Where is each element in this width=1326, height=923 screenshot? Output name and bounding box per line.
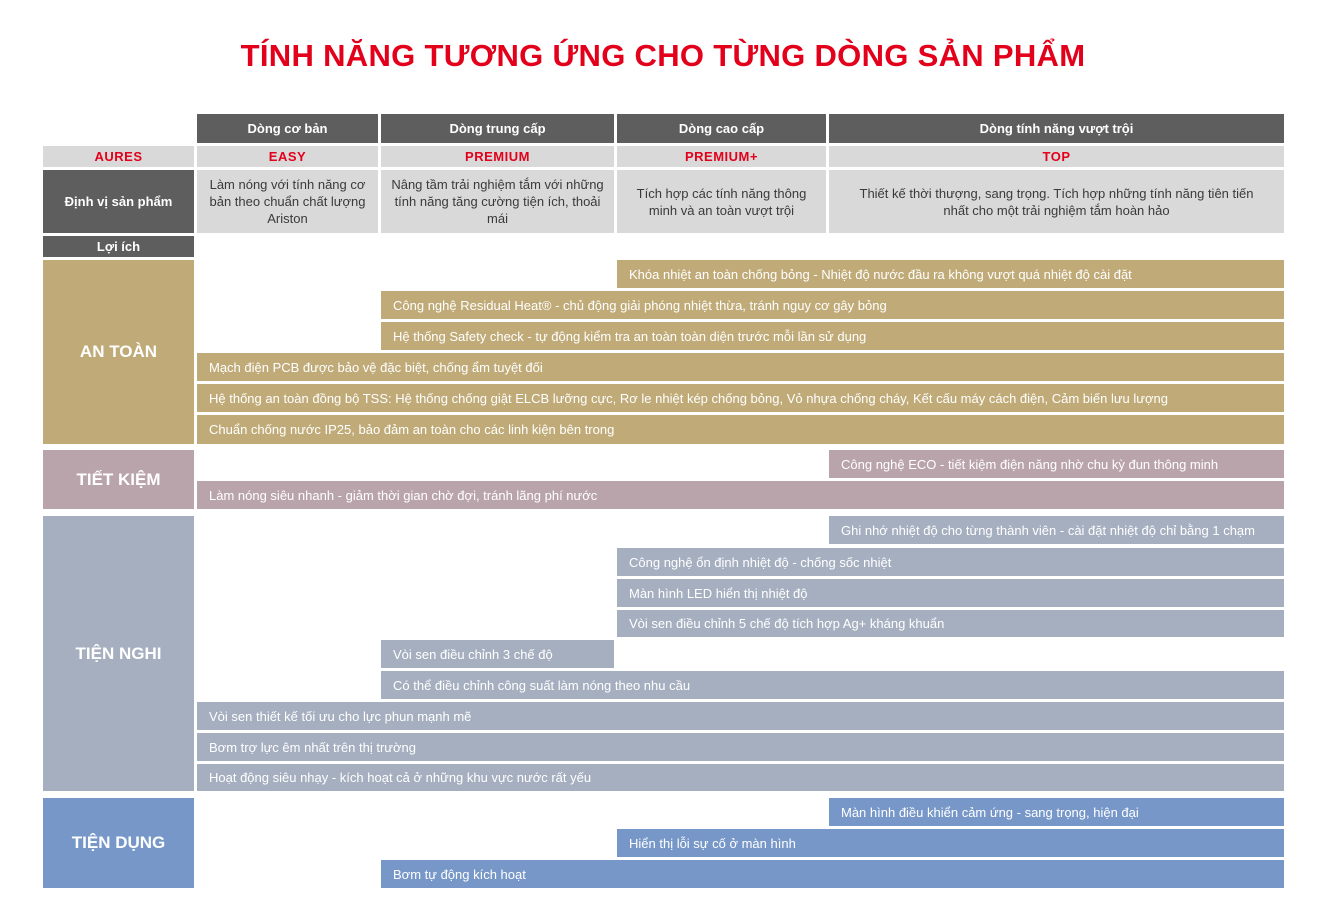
brand-label: AURES [43,146,194,167]
positioning-top: Thiết kế thời thượng, sang trọng. Tích hợp những tính năng tiên tiến nhất cho một trải nghiệm tắm hoàn hảo [829,170,1284,233]
category-comfort: TIỆN NGHI [43,516,194,791]
feature-bar: Hoạt động siêu nhạy - kích hoạt cả ở những khu vực nước rất yếu [197,764,1284,791]
positioning-easy: Làm nóng với tính năng cơ bản theo chuẩn chất lượng Ariston [197,170,378,233]
feature-bar: Làm nóng siêu nhanh - giảm thời gian chờ đợi, tránh lãng phí nước [197,481,1284,509]
feature-bar: Có thể điều chỉnh công suất làm nóng theo nhu cầu [381,671,1284,699]
feature-bar: Hệ thống Safety check - tự động kiểm tra an toàn toàn diện trước mỗi lần sử dụng [381,322,1284,350]
model-easy: EASY [197,146,378,167]
feature-bar: Vòi sen điều chỉnh 3 chế độ [381,640,614,668]
feature-bar: Ghi nhớ nhiệt độ cho từng thành viên - cài đặt nhiệt độ chỉ bằng 1 chạm [829,516,1284,544]
category-saving: TIẾT KIỆM [43,450,194,509]
model-top: TOP [829,146,1284,167]
feature-bar: Bơm trợ lực êm nhất trên thị trường [197,733,1284,761]
page-title: TÍNH NĂNG TƯƠNG ỨNG CHO TỪNG DÒNG SẢN PHẨM [240,38,1086,73]
feature-bar: Vòi sen điều chỉnh 5 chế độ tích hợp Ag+ kháng khuẩn [617,610,1284,637]
model-premium: PREMIUM [381,146,614,167]
feature-bar: Vòi sen thiết kế tối ưu cho lực phun mạnh mẽ [197,702,1284,730]
feature-bar: Bơm tự động kích hoạt [381,860,1284,888]
category-safety: AN TOÀN [43,260,194,444]
tier-header-high: Dòng cao cấp [617,114,826,143]
positioning-label: Định vị sản phẩm [43,170,194,233]
feature-bar: Công nghệ Residual Heat® - chủ động giải phóng nhiệt thừa, tránh nguy cơ gây bỏng [381,291,1284,319]
tier-header-top: Dòng tính năng vượt trội [829,114,1284,143]
feature-bar: Hệ thống an toàn đồng bộ TSS: Hệ thống chống giật ELCB lưỡng cực, Rơ le nhiệt kép chống bỏng, Vỏ nhựa chống cháy, Kết cấu máy cách điện, Cảm biến lưu lượng [197,384,1284,412]
feature-bar: Công nghệ ổn định nhiệt độ - chống sốc nhiệt [617,548,1284,576]
feature-bar: Khóa nhiệt an toàn chống bỏng - Nhiệt độ nước đầu ra không vượt quá nhiệt độ cài đặt [617,260,1284,288]
feature-bar: Màn hình LED hiển thị nhiệt độ [617,579,1284,607]
feature-bar: Chuẩn chống nước IP25, bảo đảm an toàn cho các linh kiện bên trong [197,415,1284,444]
tier-header-basic: Dòng cơ bản [197,114,378,143]
category-utility: TIỆN DỤNG [43,798,194,888]
feature-bar: Màn hình điều khiển cảm ứng - sang trọng, hiện đại [829,798,1284,826]
feature-bar: Công nghệ ECO - tiết kiệm điện năng nhờ chu kỳ đun thông minh [829,450,1284,478]
tier-header-mid: Dòng trung cấp [381,114,614,143]
feature-bar: Hiển thị lỗi sự cố ở màn hình [617,829,1284,857]
benefits-label: Lợi ích [43,236,194,257]
positioning-premium-plus: Tích hợp các tính năng thông minh và an toàn vượt trội [617,170,826,233]
model-premium-plus: PREMIUM+ [617,146,826,167]
feature-bar: Mạch điện PCB được bảo vệ đặc biệt, chống ẩm tuyệt đối [197,353,1284,381]
positioning-premium: Nâng tầm trải nghiệm tắm với những tính năng tăng cường tiện ích, thoải mái [381,170,614,233]
